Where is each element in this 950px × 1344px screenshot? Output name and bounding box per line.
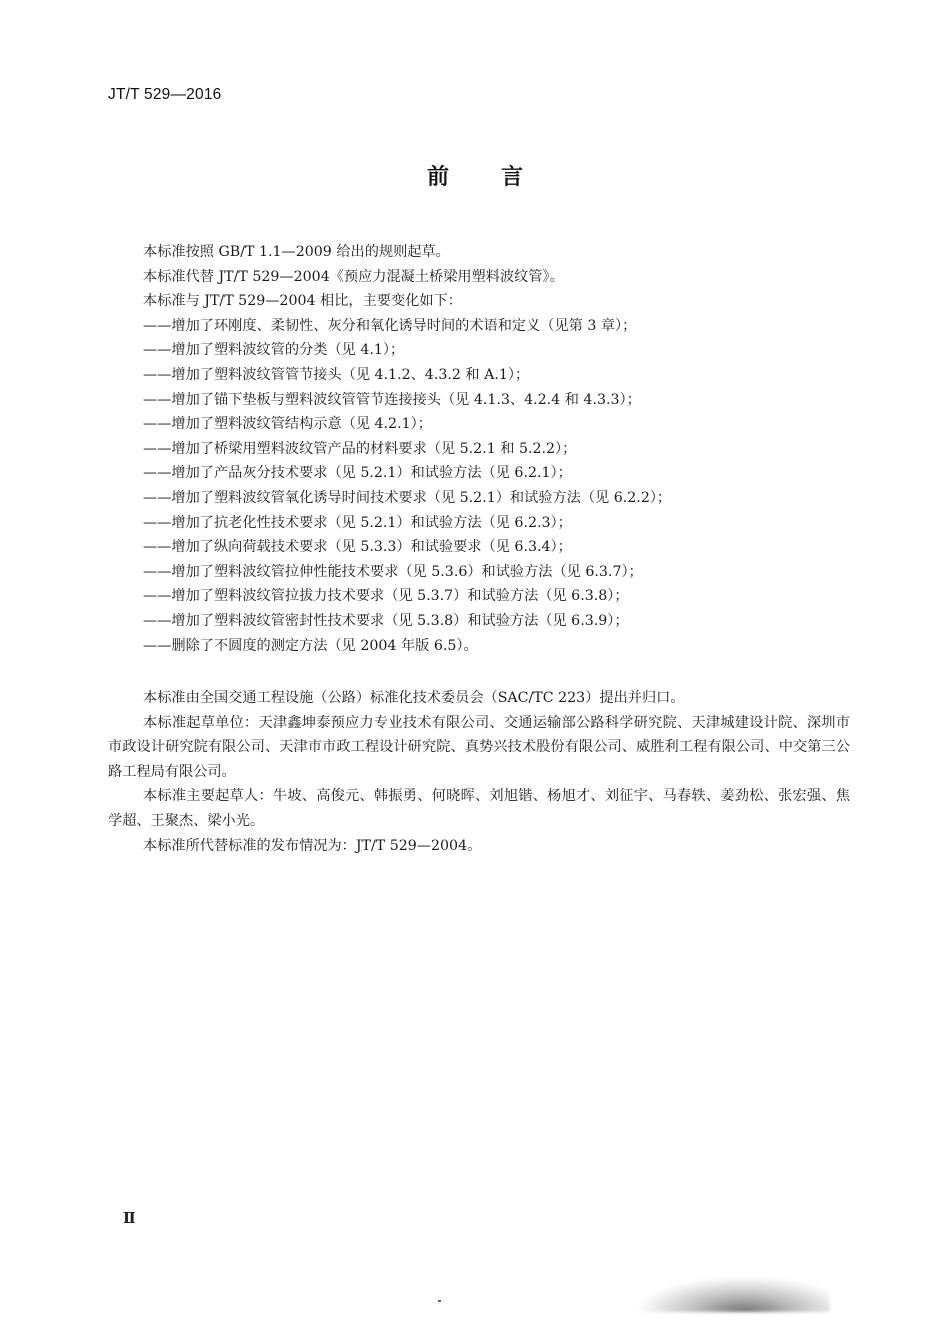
intro-line-main-changes: 本标准与 JT/T 529—2004 相比，主要变化如下： (143, 293, 462, 310)
foreword-intro-block (143, 240, 863, 658)
paragraph-replaced-editions: 本标准所代替标准的发布情况为：JT/T 529—2004。 (143, 837, 482, 854)
scan-artifact-dot (438, 1300, 441, 1302)
change-item: ——增加了塑料波纹管氧化诱导时间技术要求（见 5.2.1）和试验方法（见 6.2.2）； (143, 489, 672, 506)
page-number: Ⅱ (123, 1209, 136, 1227)
paragraph-main-drafters: 本标准主要起草人：牛坡、高俊元、韩振勇、何晓晖、刘旭锴、杨旭才、刘征宇、马春轶、姜劲松、张宏强、焦学超、王聚杰、梁小光。 (108, 788, 850, 829)
standard-code-header: JT/T 529—2016 (108, 86, 222, 103)
intro-line-drafting-rules: 本标准按照 GB/T 1.1—2009 给出的规则起草。 (143, 244, 450, 260)
change-item: ——增加了桥梁用塑料波纹管产品的材料要求（见 5.2.1 和 5.2.2）； (143, 440, 577, 457)
title-char-2: 言 (501, 165, 524, 190)
scan-artifact-smudge (640, 1278, 830, 1312)
intro-line-replaces: 本标准代替 JT/T 529—2004《预应力混凝土桥梁用塑料波纹管》。 (143, 268, 564, 285)
changes-list (143, 314, 863, 658)
foreword-attribution-block (108, 686, 850, 858)
change-item: ——增加了塑料波纹管密封性技术要求（见 5.3.8）和试验方法（见 6.3.9）； (143, 612, 629, 629)
change-item: ——增加了塑料波纹管拉拔力技术要求（见 5.3.7）和试验方法（见 6.3.8）； (143, 588, 629, 605)
change-item: ——增加了塑料波纹管的分类（见 4.1）； (143, 342, 405, 359)
change-item: ——增加了塑料波纹管结构示意（见 4.2.1）； (143, 416, 432, 433)
change-item: ——增加了锚下垫板与塑料波纹管管节连接接头（见 4.1.3、4.2.4 和 4.3.3）； (143, 391, 641, 408)
change-item: ——增加了塑料波纹管管节接头（见 4.1.2、4.3.2 和 A.1）； (143, 366, 530, 383)
change-item: ——删除了不圆度的测定方法（见 2004 年版 6.5）。 (143, 637, 478, 654)
change-item: ——增加了塑料波纹管拉伸性能技术要求（见 5.3.6）和试验方法（见 6.3.7）； (143, 563, 643, 580)
change-item: ——增加了纵向荷载技术要求（见 5.3.3）和试验要求（见 6.3.4）； (143, 539, 572, 556)
page-title (0, 160, 950, 191)
change-item: ——增加了环刚度、柔韧性、灰分和氧化诱导时间的术语和定义（见第 3 章）； (143, 317, 637, 334)
paragraph-drafting-organizations: 本标准起草单位：天津鑫坤泰预应力专业技术有限公司、交通运输部公路科学研究院、天津城建设计院、深圳市市政设计研究院有限公司、天津市市政工程设计研究院、真势兴技术股份有限公司、威胜利工程有限公司、中交第三公路工程局有限公司。 (108, 714, 850, 780)
change-item: ——增加了产品灰分技术要求（见 5.2.1）和试验方法（见 6.2.1）； (143, 465, 572, 482)
change-item: ——增加了抗老化性技术要求（见 5.2.1）和试验方法（见 6.2.3）； (143, 514, 572, 531)
title-char-1: 前 (426, 165, 449, 190)
paragraph-proposing-committee: 本标准由全国交通工程设施（公路）标准化技术委员会（SAC/TC 223）提出并归口。 (143, 690, 685, 706)
